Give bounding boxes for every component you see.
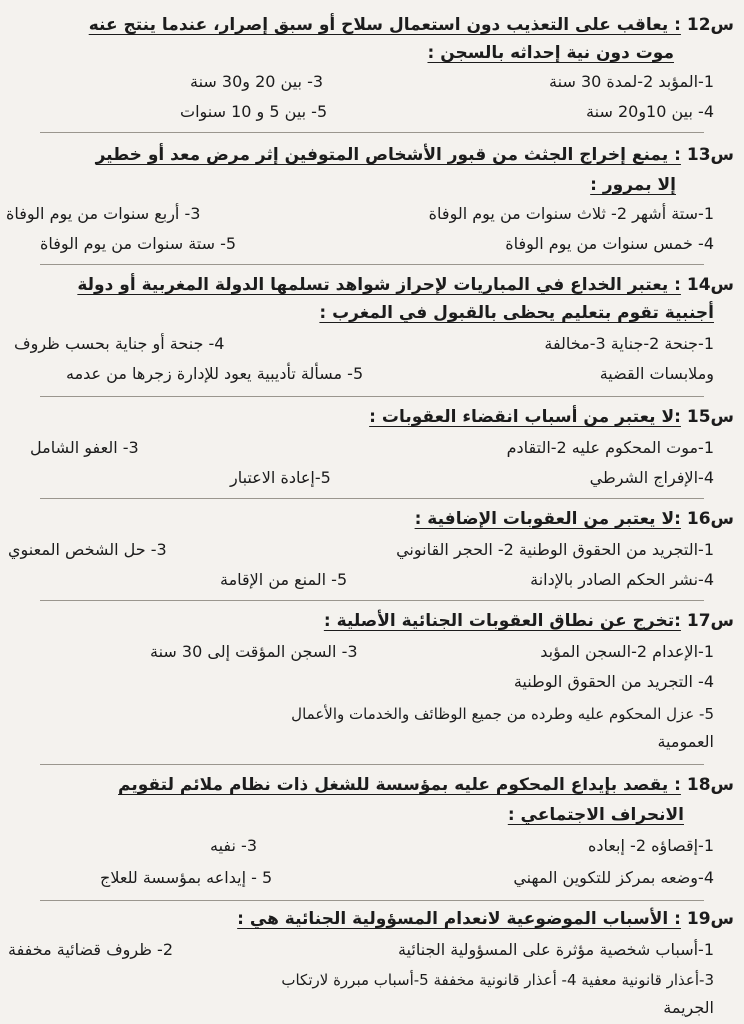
divider [40, 132, 704, 133]
question-number: س17 [686, 611, 734, 631]
divider [40, 900, 704, 901]
question-stem: :تخرج عن نطاق العقوبات الجنائية الأصلية : [323, 611, 681, 631]
question-number: س19 [686, 909, 734, 929]
divider [40, 764, 704, 765]
option: 3- نفيه [210, 836, 257, 855]
option: 4- جنحة أو جناية بحسب ظروف [14, 334, 225, 353]
option: وملابسات القضية [599, 364, 714, 383]
option: 1-الإعدام 2-السجن المؤبد [540, 642, 714, 661]
question-number: س18 [686, 775, 734, 795]
question-stem: : يعاقب على التعذيب دون استعمال سلاح أو سبق إصرار، عندما ينتج عنه [88, 15, 681, 35]
option: 1-التجريد من الحقوق الوطنية 2- الحجر القانوني [396, 540, 714, 559]
option-cont: العمومية [657, 732, 714, 751]
question-stem: : الأسباب الموضوعية لانعدام المسؤولية الجنائية هي : [237, 909, 681, 929]
option: 3- العفو الشامل [30, 438, 139, 457]
option: 5 - إيداعه بمؤسسة للعلاج [100, 868, 273, 887]
question-stem-cont: إلا بمرور : [590, 175, 676, 195]
question-stem: :لا يعتبر من العقوبات الإضافية : [414, 509, 681, 529]
option: 4- بين 10و20 سنة [586, 102, 714, 121]
option: 3-أعذار قانونية معفية 4- أعذار قانونية مخففة 5-أسباب مبررة لارتكاب [281, 971, 714, 989]
question-number: س13 [686, 145, 734, 165]
question-stem-cont: الانحراف الاجتماعي : [507, 805, 684, 825]
divider [40, 264, 704, 265]
question-stem-cont: موت دون نية إحداثه بالسجن : [427, 43, 674, 63]
question-stem: : يقصد بإيداع المحكوم عليه بمؤسسة للشغل ذات نظام ملائم لتقويم [118, 775, 681, 795]
option: 1-أسباب شخصية مؤثرة على المسؤولية الجنائية [397, 940, 714, 959]
option: 4-وضعه بمركز للتكوين المهني [513, 868, 714, 887]
question-number: س15 [686, 407, 734, 427]
question-stem: : يمنع إخراج الجثث من قبور الأشخاص المتوفين إثر مرض معد أو خطير [95, 145, 681, 165]
question-number: س12 [686, 15, 734, 35]
option: 3- السجن المؤقت إلى 30 سنة [150, 642, 358, 661]
option: 3- حل الشخص المعنوي [8, 540, 167, 559]
option: 3- بين 20 و30 سنة [190, 72, 324, 91]
divider [40, 396, 704, 397]
option: 3- أربع سنوات من يوم الوفاة [6, 204, 201, 223]
option: 1-المؤبد 2-لمدة 30 سنة [549, 72, 714, 91]
question-number: س16 [686, 509, 734, 529]
divider [40, 498, 704, 499]
question-stem: : يعتبر الخداع في المباريات لإحراز شواهد تسلمها الدولة المغربية أو دولة [77, 275, 681, 295]
option-cont: الجريمة [663, 998, 714, 1017]
option: 4-الإفراج الشرطي [589, 468, 714, 487]
question-number: س14 [686, 275, 734, 295]
option: 4- خمس سنوات من يوم الوفاة [505, 234, 714, 253]
divider [40, 600, 704, 601]
question-stem: :لا يعتبر من أسباب انقضاء العقوبات : [369, 407, 681, 427]
option: 1-إقصاؤه 2- إبعاده [587, 836, 714, 855]
option: 5- مسألة تأديبية يعود للإدارة زجرها من عدمه [66, 364, 364, 383]
option: 1-ستة أشهر 2- ثلاث سنوات من يوم الوفاة [428, 204, 714, 223]
option: 5- ستة سنوات من يوم الوفاة [40, 234, 237, 253]
option: 1-موت المحكوم عليه 2-التقادم [506, 438, 714, 457]
option: 5- عزل المحكوم عليه وطرده من جميع الوظائف والخدمات والأعمال [291, 705, 714, 723]
option: 5- المنع من الإقامة [220, 570, 348, 589]
option: 5- بين 5 و 10 سنوات [180, 102, 328, 121]
option: 4- التجريد من الحقوق الوطنية [513, 672, 714, 691]
option: 5-إعادة الاعتبار [230, 468, 331, 487]
option: 2- ظروف قضائية مخففة [8, 940, 174, 959]
question-stem-cont: أجنبية تقوم بتعليم يحظى بالقبول في المغرب : [319, 303, 714, 323]
option: 1-جنحة 2-جناية 3-مخالفة [544, 334, 714, 353]
option: 4-نشر الحكم الصادر بالإدانة [530, 570, 714, 589]
